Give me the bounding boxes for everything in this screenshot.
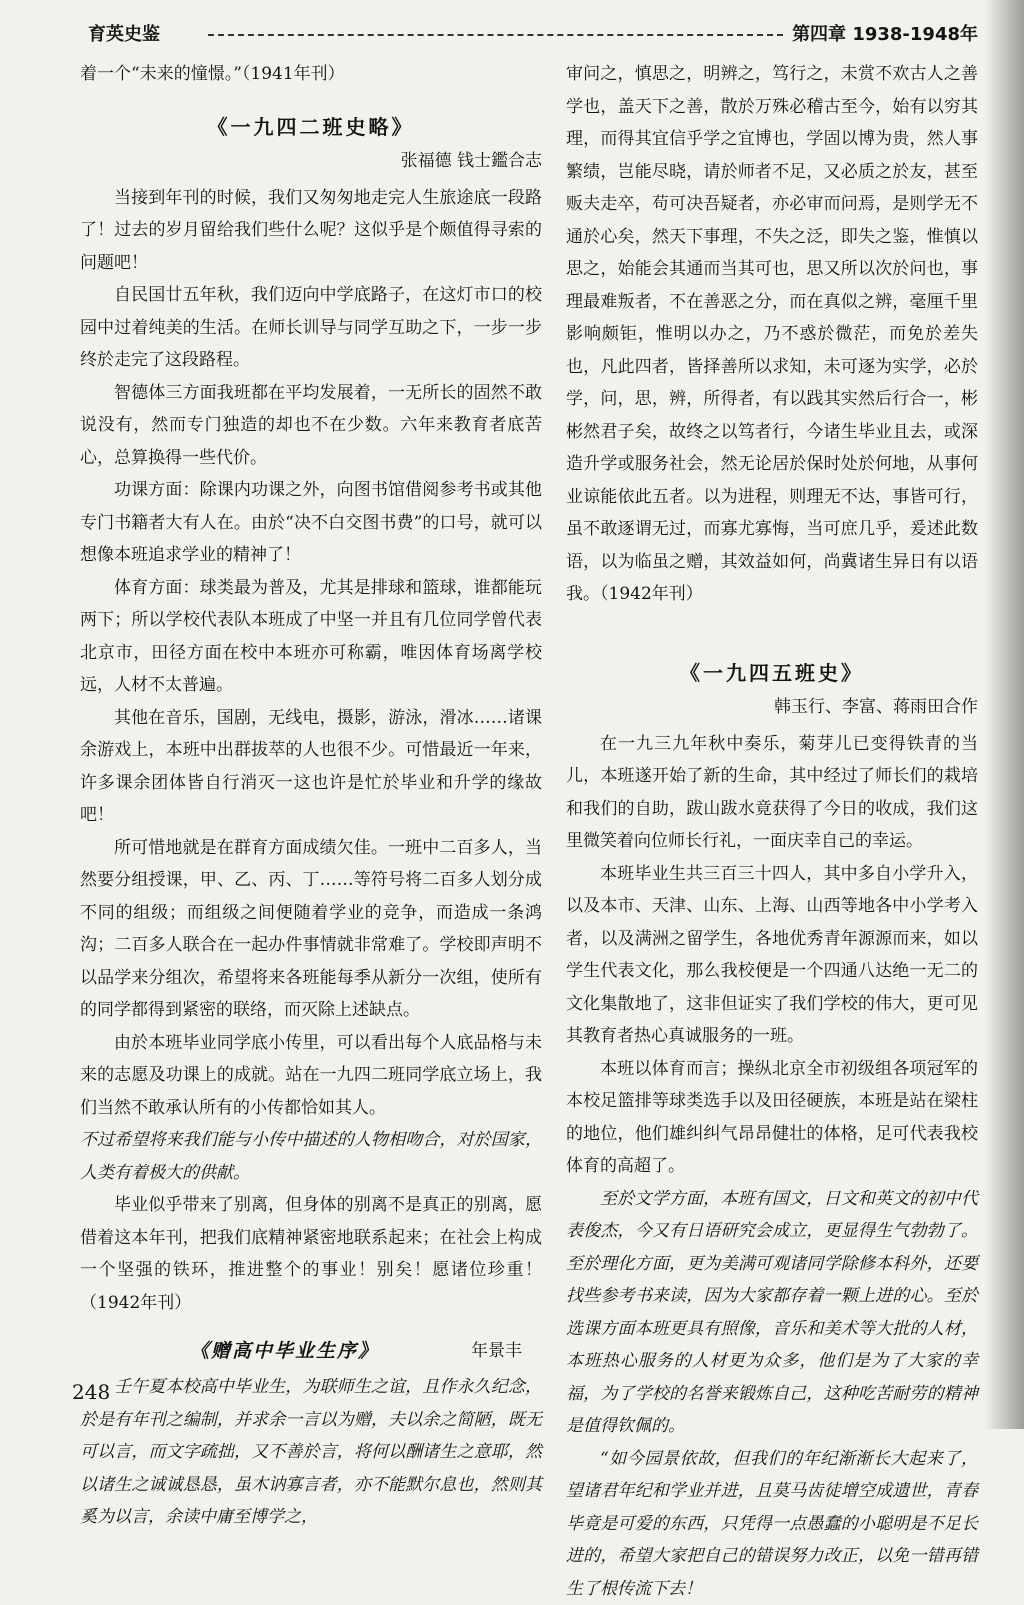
paragraph: 壬午夏本校高中毕业生，为联师生之谊，且作永久纪念，於是有年刊之编制，并求余一言以为赠，夫以余之简陋，既无可以言，而文字疏拙，又不善於言，将何以酬诸生之意耶，然以诸生之诚诚恳恳，虽木讷寡言者，亦不能默尔息也，然则其奚为以言，余读中庸至博学之， xyxy=(80,1371,542,1534)
book-title: 育英史鉴 xyxy=(88,20,160,46)
article-author-preface: 年景丰 xyxy=(471,1335,522,1368)
paragraph: 功课方面：除课内功课之外，向图书馆借阅参考书或其他专门书籍者大有人在。由於“决不白交图书费”的口号，就可以想像本班追求学业的精神了！ xyxy=(80,474,542,572)
paragraph: 本班毕业生共三百三十四人，其中多自小学升入，以及本市、天津、山东、上海、山西等地各中小学考入者，以及满洲之留学生，各地优秀青年源源而来，如以学生代表文化，那么我校便是一个四通八达绝一无二的文化集散地了，这非但证实了我们学校的伟大，更可见其教育者热心真诚服务的一班。 xyxy=(566,858,978,1053)
article-authors-1942-class: 张福德 钱士鑑合志 xyxy=(80,145,542,178)
paragraph: 由於本班毕业同学底小传里，可以看出每个人底品格与未来的志愿及功课上的成就。站在一九四二班同学底立场上，我们当然不敢承认所有的小传都恰如其人。 xyxy=(80,1027,542,1125)
article-title-preface: 《赠高中毕业生序》 xyxy=(190,1335,379,1368)
paragraph: 体育方面：球类最为普及，尤其是排球和篮球，谁都能玩两下；所以学校代表队本班成了中坚一并且有几位同学曾代表北京市，田径方面在校中本班亦可称霸，唯因体育场离学校远，人材不太普遍。 xyxy=(80,572,542,702)
page-number: 248 xyxy=(72,1380,110,1404)
chapter-label: 第四章 1938-1948年 xyxy=(792,20,978,46)
paragraph: 不过希望将来我们能与小传中描述的人物相吻合，对於国家，人类有着极大的供献。 xyxy=(80,1124,542,1189)
paragraph: 当接到年刊的时候，我们又匆匆地走完人生旅途底一段路了！过去的岁月留给我们些什么呢？这似乎是个颇值得寻索的问题吧！ xyxy=(80,182,542,280)
opening-line: 着一个“未来的憧憬。”（1941年刊） xyxy=(80,58,542,91)
paragraph: “如今园景依故，但我们的年纪渐渐长大起来了，望诸君年纪和学业并进，且莫马齿徒增空成遗世，青春毕竟是可爱的东西，只凭得一点愚蠢的小聪明是不足长进的，希望大家把自己的错误努力改正，以免一错再错生了根传流下去！ xyxy=(566,1443,978,1605)
page-header xyxy=(88,18,978,50)
paragraph: 其他在音乐，国剧，无线电，摄影，游泳，滑冰……诸课余游戏上，本班中出群拔萃的人也很不少。可惜最近一年来，许多课余团体皆自行消灭一这也许是忙於毕业和升学的缘故吧！ xyxy=(80,702,542,832)
header-dashed-rule xyxy=(208,34,783,36)
left-column xyxy=(80,58,542,1534)
paragraph: 毕业似乎带来了别离，但身体的别离不是真正的别离，愿借着这本年刊，把我们底精神紧密地联系起来；在社会上构成一个坚强的铁环，推进整个的事业！别矣！愿诸位珍重！（1942年刊） xyxy=(80,1189,542,1319)
paragraph: 在一九三九年秋中奏乐，菊芽儿已变得铁青的当儿，本班遂开始了新的生命，其中经过了师长们的栽培和我们的自助，跋山跋水竟获得了今日的收成，我们这里微笑着向位师长行礼，一面庆幸自己的幸运。 xyxy=(566,728,978,858)
paragraph: 至於文学方面，本班有国文，日文和英文的初中代表俊杰，今又有日语研究会成立，更显得生气勃勃了。至於理化方面，更为美满可观诸同学除修本科外，还要找些参考书来读，因为大家都存着一颗上进的心。至於选课方面本班更具有照像，音乐和美术等大批的人材，本班热心服务的人材更为众多，他们是为了大家的幸福，为了学校的名誉来锻炼自己，这种吃苦耐劳的精神是值得钦佩的。 xyxy=(566,1183,978,1443)
article-authors-1945-class: 韩玉行、李富、蒋雨田合作 xyxy=(566,691,978,724)
paragraph: 本班以体育而言；操纵北京全市初级组各项冠军的本校足篮排等球类选手以及田径硬族，本班是站在梁柱的地位，他们雄纠纠气昂昂健壮的体格，足可代表我校体育的高超了。 xyxy=(566,1053,978,1183)
article-title-1945-class: 《一九四五班史》 xyxy=(566,657,978,690)
preface-continuation: 审问之，慎思之，明辨之，笃行之，未赏不欢古人之善学也，盖天下之善，散於万殊必稽古至今，始有以穷其理，而得其宜信乎学之宜博也，学固以博为贵，然人事繁绩，岂能尽晓，请於师者不足，又必质之於友，甚至贩夫走卒，苟可决吾疑者，亦必审而问焉，是则学无不通於心矣，然天下事理，不失之泛，即失之鉴，惟慎以思之，始能会其通而当其可也，思又所以次於问也，事理最难叛者，不在善恶之分，而在真似之辨，毫厘千里影响颇钜，惟明以办之，乃不惑於微茫，而免於差失也，凡此四者，皆择善所以求知，未可逐为实学，必於学，问，思，辨，所得者，有以践其实然后行合一，彬彬然君子矣，故终之以笃者行，今诸生毕业且去，或深造升学或服务社会，然无论居於保时处於何地，从事何业谅能依此五者。以为进程，则理无不达，事皆可行，虽不敢逐谓无过，而寡尤寡悔，当可庶几乎，爰述此数语，以为临虽之赠，其效益如何，尚冀诸生异日有以语我。（1942年刊） xyxy=(566,58,978,611)
paragraph: 智德体三方面我班都在平均发展着，一无所长的固然不敢说没有，然而专门独造的却也不在少数。六年来教育者底苦心，总算换得一些代价。 xyxy=(80,377,542,475)
article-title-1942-class: 《一九四二班史略》 xyxy=(80,111,542,144)
right-column xyxy=(566,58,978,1605)
binding-shadow xyxy=(984,0,1024,1429)
paragraph: 自民国廿五年秋，我们迈向中学底路子，在这灯市口的校园中过着纯美的生活。在师长训导与同学互助之下，一步一步终於走完了这段路程。 xyxy=(80,279,542,377)
article-heading-row xyxy=(80,1335,542,1371)
paragraph: 所可惜地就是在群育方面成绩欠佳。一班中二百多人，当然要分组授课，甲、乙、丙、丁……等符号将二百多人划分成不同的组级；而组级之间便随着学业的竞争，而造成一条鸿沟；二百多人联合在一起办件事情就非常难了。学校即声明不以品学来分组次，希望将来各班能每季从新分一次组，使所有的同学都得到紧密的联络，而灭除上述缺点。 xyxy=(80,832,542,1027)
